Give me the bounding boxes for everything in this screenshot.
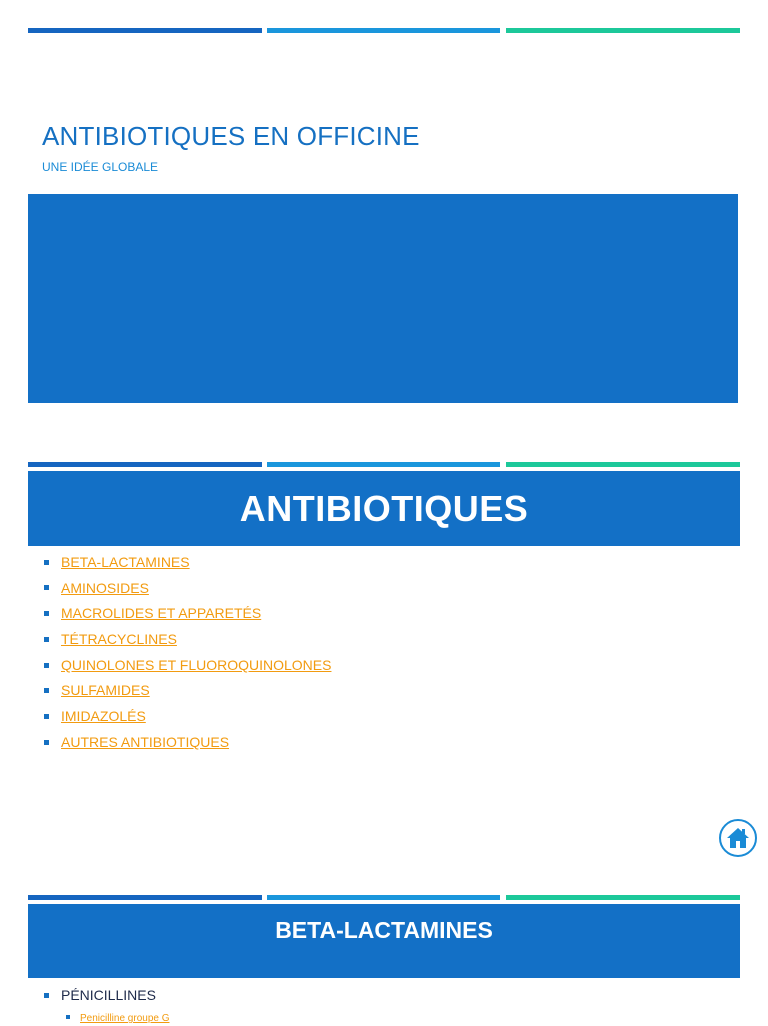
slide2-title: ANTIBIOTIQUES [239,488,529,529]
accent-bar-dark-blue [28,895,262,900]
list-item [44,986,156,1004]
accent-bar-dark-blue [28,462,262,467]
beta-lactamines-list [44,986,156,1004]
list-item [44,579,331,605]
accent-bar-light-blue [267,895,500,900]
home-icon [725,825,751,851]
list-item [44,604,331,630]
link-beta-lactamines[interactable]: BETA-LACTAMINES [61,554,190,570]
link-autres-antibiotiques[interactable]: AUTRES ANTIBIOTIQUES [61,733,230,750]
slide3-title: BETA-LACTAMINES [275,917,493,943]
list-item [44,707,331,733]
bullet-square-icon [44,740,49,745]
accent-bar-green [506,462,740,467]
accent-bar-light-blue [267,28,500,33]
bullet-square-icon [44,560,49,565]
bullet-square-icon [66,1015,70,1019]
accent-bar-dark-blue [28,28,262,33]
bullet-square-icon [44,585,49,590]
home-button[interactable] [719,819,757,857]
link-aminosides[interactable]: AMINOSIDES [61,579,149,596]
accent-bar-green [506,895,740,900]
list-item [44,733,331,759]
accent-bar-light-blue [267,462,500,467]
link-penicilline-groupe-g[interactable]: Penicilline groupe G [80,1013,170,1024]
accent-bars-slide2 [28,462,740,467]
accent-bars-top [28,28,740,33]
slide3-title-banner [28,904,740,978]
accent-bars-slide3 [28,895,740,900]
link-imidazoles[interactable]: IMIDAZOLÉS [61,708,146,725]
bullet-square-icon [44,611,49,616]
bullet-square-icon [44,637,49,642]
antibiotic-class-list [44,553,331,759]
link-sulfamides[interactable]: SULFAMIDES [61,682,150,699]
penicillines-label: PÉNICILLINES [61,987,156,1003]
bullet-square-icon [44,714,49,719]
list-item [44,656,331,682]
list-item [44,553,331,579]
link-tetracyclines[interactable]: TÉTRACYCLINES [61,631,177,648]
slide2-title-banner [28,471,740,546]
slide1-hero-block [28,194,738,403]
link-quinolones[interactable]: QUINOLONES ET FLUOROQUINOLONES [61,656,332,673]
link-macrolides[interactable]: MACROLIDES ET APPARETÉS [61,605,262,622]
slide1-title: ANTIBIOTIQUES EN OFFICINE [42,121,420,151]
list-item [44,681,331,707]
slide1-subtitle: UNE IDÉE GLOBALE [42,160,159,174]
bullet-square-icon [44,663,49,668]
list-item [44,630,331,656]
bullet-square-icon [44,993,49,998]
accent-bar-green [506,28,740,33]
bullet-square-icon [44,688,49,693]
